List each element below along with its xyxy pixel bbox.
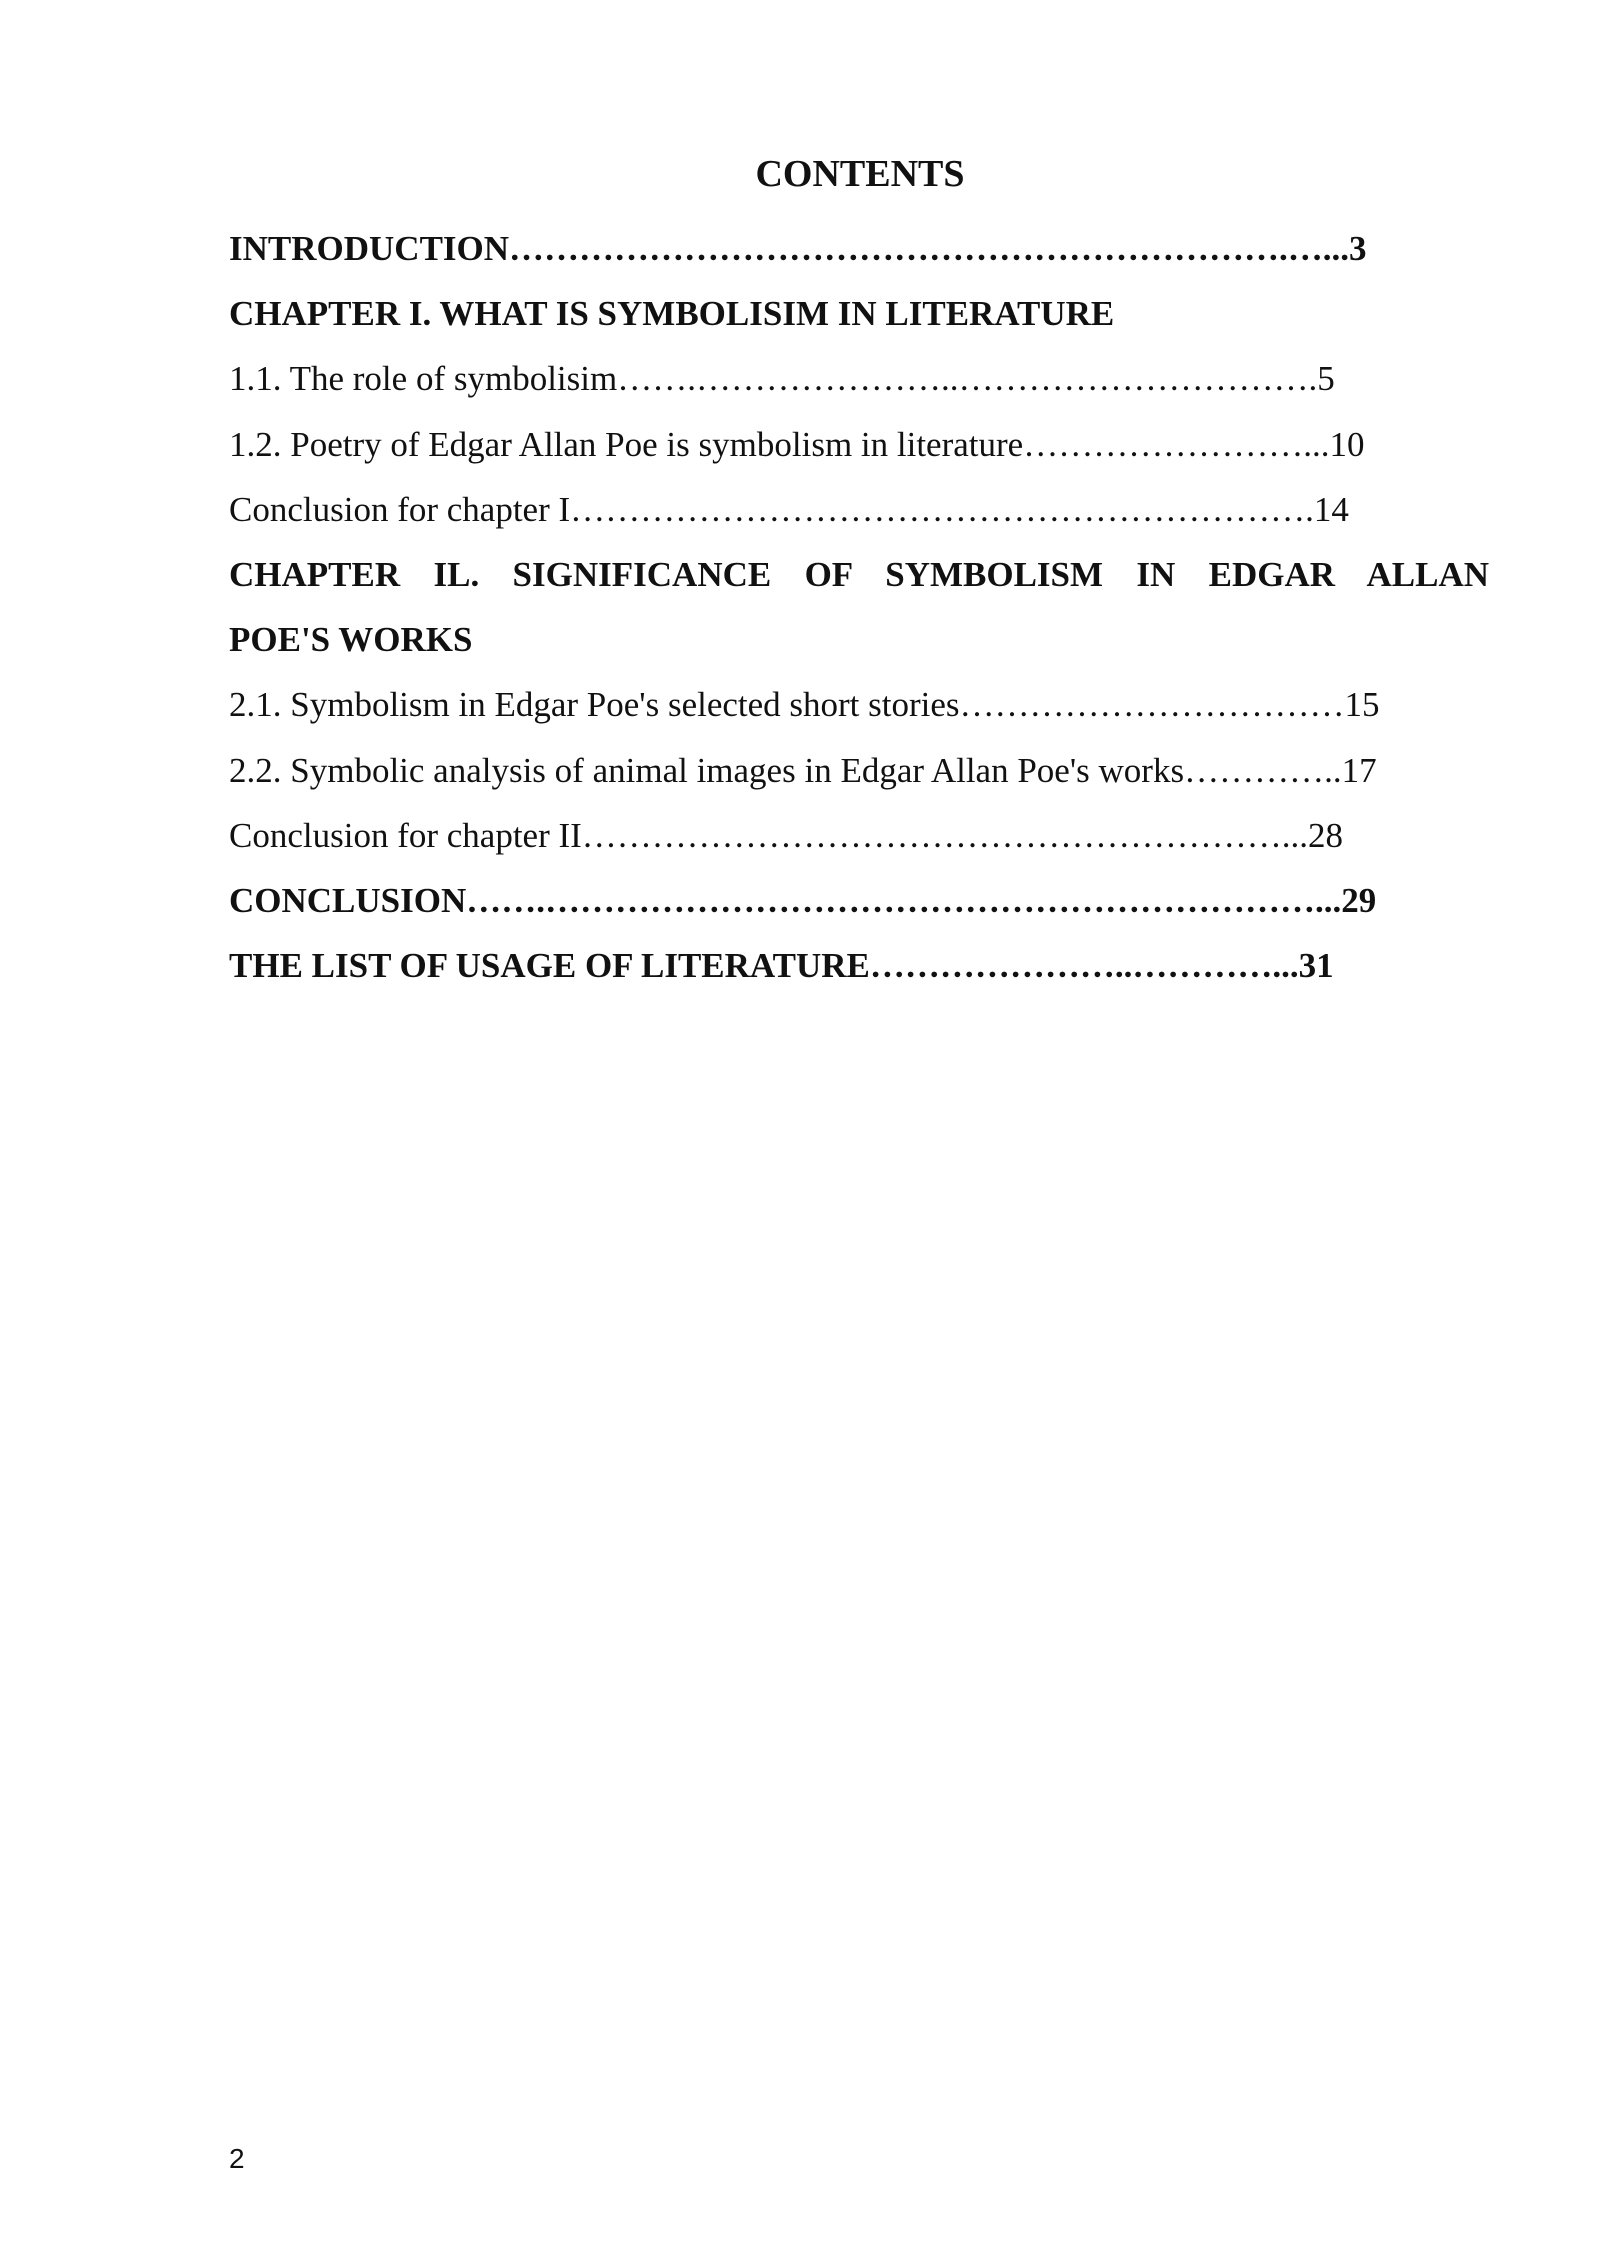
toc-entry-1-2: 1.2. Poetry of Edgar Allan Poe is symbolism in literature……………………...10 [229,424,1365,464]
toc-entry-conclusion: CONCLUSION…….…………………………………………………………...29 [229,880,1377,920]
toc-entry-literature-list: THE LIST OF USAGE OF LITERATURE…………………..…………...31 [229,946,1334,986]
toc-entry-conclusion-chapter-2: Conclusion for chapter II……………………………………………………...28 [229,815,1344,855]
toc-entry-1-1: 1.1. The role of symbolisim…….…………………..………………………….5 [229,359,1335,399]
toc-entry-2-1: 2.1. Symbolism in Edgar Poe's selected short stories……………………………15 [229,685,1380,725]
toc-entry-chapter-1: CHAPTER I. WHAT IS SYMBOLISIM IN LITERATURE [229,294,1115,334]
table-of-contents [229,216,1489,998]
toc-entry-2-2: 2.2. Symbolic analysis of animal images in Edgar Allan Poe's works…………..17 [229,750,1377,790]
page-number: 2 [229,2143,245,2174]
toc-entry-chapter-2: CHAPTER IL. SIGNIFICANCE OF SYMBOLISM IN EDGAR ALLAN [229,554,1489,594]
toc-entry-chapter-2-continued: POE'S WORKS [229,620,473,660]
contents-heading: CONTENTS [755,153,965,195]
toc-entry-conclusion-chapter-1: Conclusion for chapter I……………………………………………………….14 [229,489,1349,529]
toc-entry-introduction: INTRODUCTION………………………………………………………….…...3 [229,229,1367,268]
